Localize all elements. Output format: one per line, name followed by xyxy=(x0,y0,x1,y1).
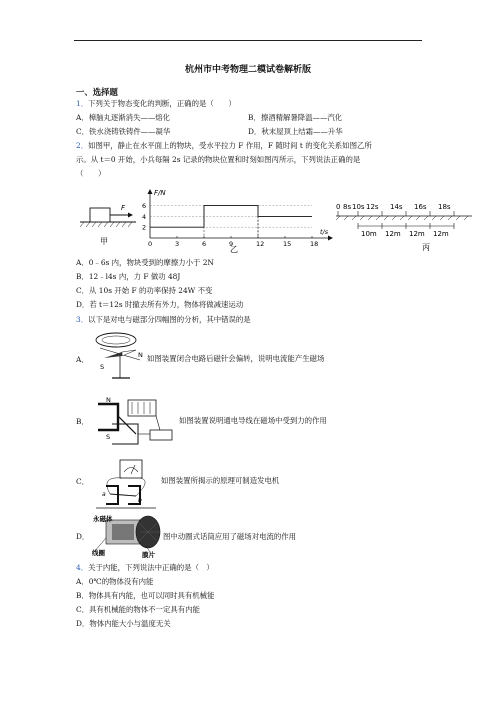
q4-option-d: D．物体内能大小与温度无关 xyxy=(76,619,171,628)
q2-option-b: B．12﹣l4s 内，力 F 做功 48J xyxy=(76,272,181,281)
figure-yi-force-time-graph xyxy=(134,188,334,254)
x-tick-label: 18 xyxy=(310,240,319,248)
x-tick-label: 12 xyxy=(256,240,265,248)
q2-option-a: A．0﹣6s 内，物块受到的摩擦力小于 2N xyxy=(76,258,214,267)
y-axis-label: F/N xyxy=(154,189,166,197)
question-3-stem: 3．以下是对电与磁部分四幅图的分析，其中错误的是 xyxy=(76,315,251,324)
figure-motor-principle xyxy=(88,394,180,450)
header-rule xyxy=(74,40,422,41)
wire-end-b-label: b xyxy=(138,497,142,504)
q3-option-b-text: 如图装置说明通电导线在磁场中受到力的作用 xyxy=(179,416,327,425)
figure-bing-label: 丙 xyxy=(422,243,430,252)
q3-option-b-label: B． xyxy=(76,417,89,426)
q4-option-c: C．具有机械能的物体不一定具有内能 xyxy=(76,605,200,614)
q3-option-c-label: C． xyxy=(76,477,90,486)
figure-generator-principle xyxy=(90,456,162,514)
pole-s-label: S xyxy=(100,363,105,371)
pole-n-label: N xyxy=(106,396,111,404)
q3-option-d-text: 图中动圈式话筒应用了磁场对电流的作用 xyxy=(163,532,297,541)
page-title: 杭州市中考物理二模试卷解析版 xyxy=(184,65,311,75)
time-mark-18s: 18s xyxy=(438,203,451,211)
question-1-stem: 1．下列关于物态变化的判断，正确的是（ ） xyxy=(76,99,236,108)
figure-jia-label: 甲 xyxy=(100,237,108,246)
question-2-stem-line3: （ ） xyxy=(76,169,106,178)
distance-4: 12m xyxy=(433,230,449,238)
y-tick-label: 4 xyxy=(142,212,147,221)
figure-yi-label: 乙 xyxy=(230,245,238,254)
x-tick-label: 0 xyxy=(148,240,153,248)
figure-bing-position-record xyxy=(334,200,474,256)
q1-option-d: D．秋末屋顶上结霜——升华 xyxy=(248,127,343,136)
question-2-stem-line1: 2．如图甲，静止在水平面上的物块，受水平拉力 F 作用，F 随时间 t 的变化关系如图乙所 xyxy=(76,141,372,150)
diaphragm-label: 膜片 xyxy=(142,551,155,558)
pole-s-label: S xyxy=(106,433,111,441)
distance-1: 10m xyxy=(361,230,377,238)
q1-option-b: B．擦酒精解暑降温——汽化 xyxy=(248,113,343,122)
q1-option-c: C．铁水浇铸铁铸件——凝华 xyxy=(76,127,171,136)
x-tick-label: 15 xyxy=(283,240,292,248)
q4-option-b: B．物体具有内能，也可以同时具有机械能 xyxy=(76,591,215,600)
time-mark-0: 0 xyxy=(336,203,341,211)
pole-n-label: N xyxy=(138,351,143,359)
distance-3: 12m xyxy=(409,230,425,238)
x-tick-label: 3 xyxy=(175,240,180,248)
section-heading: 一、选择题 xyxy=(76,87,118,97)
time-mark-16s: 16s xyxy=(414,203,427,211)
figure-oersted-compass xyxy=(90,330,148,384)
block-shape xyxy=(90,208,110,222)
force-label: F xyxy=(121,204,126,212)
figure-jia xyxy=(76,196,140,248)
figure-dynamic-microphone xyxy=(90,512,166,558)
q2-option-d: D．若 t＝12s 时撤去所有外力，物体将做减速运动 xyxy=(76,300,244,309)
q3-option-c-text: 如图装置所揭示的原理可制造发电机 xyxy=(161,476,280,485)
time-mark-12s: 12s xyxy=(366,203,379,211)
q4-option-a: A．0℃的物体没有内能 xyxy=(76,577,154,586)
y-tick-label: 2 xyxy=(142,223,147,232)
time-mark-10s: 10s xyxy=(352,203,365,211)
magnet-label: 永磁体 xyxy=(93,515,113,523)
q3-option-a-text: 如图装置闭合电路后磁针会偏转，说明电流能产生磁场 xyxy=(147,354,325,363)
question-4-stem: 4．关于内能，下列说法中正确的是（ ） xyxy=(76,563,214,572)
q2-option-c: C．从 10s 开始 F 的功率保持 24W 不变 xyxy=(76,286,213,295)
time-mark-14s: 14s xyxy=(390,203,403,211)
x-axis-label: t/s xyxy=(320,228,329,236)
time-mark-8s: 8s xyxy=(343,203,352,211)
x-tick-label: 6 xyxy=(202,240,207,248)
question-2-stem-line2: 示。从 t＝0 开始，小兵每隔 2s 记录的物块位置和时刻如图丙所示，下列说法正确的是 xyxy=(76,155,361,164)
x-tick-label: 9 xyxy=(229,240,234,248)
y-tick-label: 6 xyxy=(142,202,147,210)
coil-label: 线圈 xyxy=(92,549,105,557)
wire-end-a-label: a xyxy=(102,491,106,498)
distance-2: 12m xyxy=(385,230,401,238)
q3-option-d-label: D． xyxy=(76,532,90,541)
q1-option-a: A．樟脑丸逐渐消失——熔化 xyxy=(76,113,171,122)
q3-option-a-label: A． xyxy=(76,355,89,364)
